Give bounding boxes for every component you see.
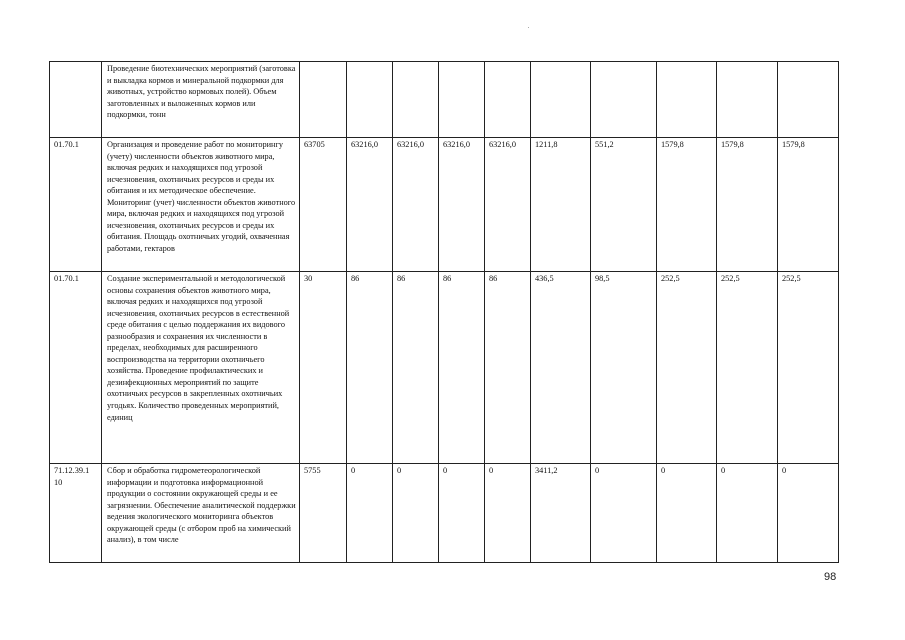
row-value-cell <box>591 62 657 138</box>
row-description-cell: Создание экспериментальной и методологической основы сохранения объектов животного мира, включая редких и находящихся под угрозой исчезновения, охотничьих ресурсов в естественной среде обитания с целью поддержания их видового разнообразия и сохранения их численности в пределах, необходимых для расширенного воспроизводства на территории охотничьего хозяйства. Проведение профилактических и дезинфекционных мероприятий по защите охотничьих ресурсов в закрепленных охотничьих угодьях. Количество проведенных мероприятий, единиц <box>102 272 300 464</box>
row-value-cell: 98,5 <box>591 272 657 464</box>
scan-speck <box>528 27 529 28</box>
table-row <box>50 62 839 138</box>
row-value-cell: 0 <box>439 464 485 563</box>
row-value-cell: 63216,0 <box>485 138 531 272</box>
row-value-cell <box>657 62 717 138</box>
row-value-cell <box>439 62 485 138</box>
row-value-cell <box>300 62 347 138</box>
row-value-cell: 1579,8 <box>657 138 717 272</box>
row-value-cell: 0 <box>778 464 839 563</box>
row-description-cell: Сбор и обработка гидрометеорологической информации и подготовка информационной продукции о состоянии окружающей среды и ее загрязнении. Обеспечение аналитической поддержки ведения экологического мониторинга объектов окружающей среды (с отбором проб на химический анализ), в том числе <box>102 464 300 563</box>
row-value-cell <box>778 62 839 138</box>
row-code-cell: 01.70.1 <box>50 138 102 272</box>
row-value-cell: 0 <box>657 464 717 563</box>
row-value-cell <box>393 62 439 138</box>
row-value-cell: 0 <box>591 464 657 563</box>
row-value-cell: 436,5 <box>531 272 591 464</box>
row-code-cell <box>50 62 102 138</box>
row-value-cell: 0 <box>485 464 531 563</box>
row-value-cell: 86 <box>439 272 485 464</box>
row-value-cell: 252,5 <box>717 272 778 464</box>
row-value-cell: 5755 <box>300 464 347 563</box>
page-number: 98 <box>824 571 837 583</box>
row-value-cell: 0 <box>717 464 778 563</box>
row-value-cell: 63216,0 <box>439 138 485 272</box>
row-value-cell <box>717 62 778 138</box>
row-code-cell: 01.70.1 <box>50 272 102 464</box>
row-value-cell <box>531 62 591 138</box>
row-value-cell: 1579,8 <box>717 138 778 272</box>
row-value-cell: 63705 <box>300 138 347 272</box>
row-description-cell: Проведение биотехнических мероприятий (заготовка и выкладка кормов и минеральной подкормки для животных, устройство кормовых полей). Объем заготовленных и выложенных кормов или подкормки, тонн <box>102 62 300 138</box>
row-value-cell: 551,2 <box>591 138 657 272</box>
services-table <box>49 61 839 563</box>
row-value-cell: 30 <box>300 272 347 464</box>
row-value-cell: 63216,0 <box>347 138 393 272</box>
row-value-cell <box>485 62 531 138</box>
row-value-cell: 86 <box>393 272 439 464</box>
row-code-cell: 71.12.39.1 10 <box>50 464 102 563</box>
row-value-cell: 1579,8 <box>778 138 839 272</box>
row-value-cell: 1211,8 <box>531 138 591 272</box>
row-value-cell: 86 <box>347 272 393 464</box>
row-value-cell: 252,5 <box>778 272 839 464</box>
table-row <box>50 464 839 563</box>
budget-table-fragment <box>49 61 838 563</box>
row-value-cell: 252,5 <box>657 272 717 464</box>
row-value-cell <box>347 62 393 138</box>
row-value-cell: 3411,2 <box>531 464 591 563</box>
row-description-cell: Организация и проведение работ по мониторингу (учету) численности объектов животного мира, включая редких и находящихся под угрозой исчезновения, охотничьих ресурсов и среды их обитания и их методическое обеспечение. Мониторинг (учет) численности объектов животного мира, включая редких и находящихся под угрозой исчезновения, охотничьих ресурсов и среды их обитания. Площадь охотничьих угодий, охваченная работами, гектаров <box>102 138 300 272</box>
row-value-cell: 0 <box>347 464 393 563</box>
row-value-cell: 0 <box>393 464 439 563</box>
row-value-cell: 63216,0 <box>393 138 439 272</box>
table-row <box>50 272 839 464</box>
row-value-cell: 86 <box>485 272 531 464</box>
table-row <box>50 138 839 272</box>
